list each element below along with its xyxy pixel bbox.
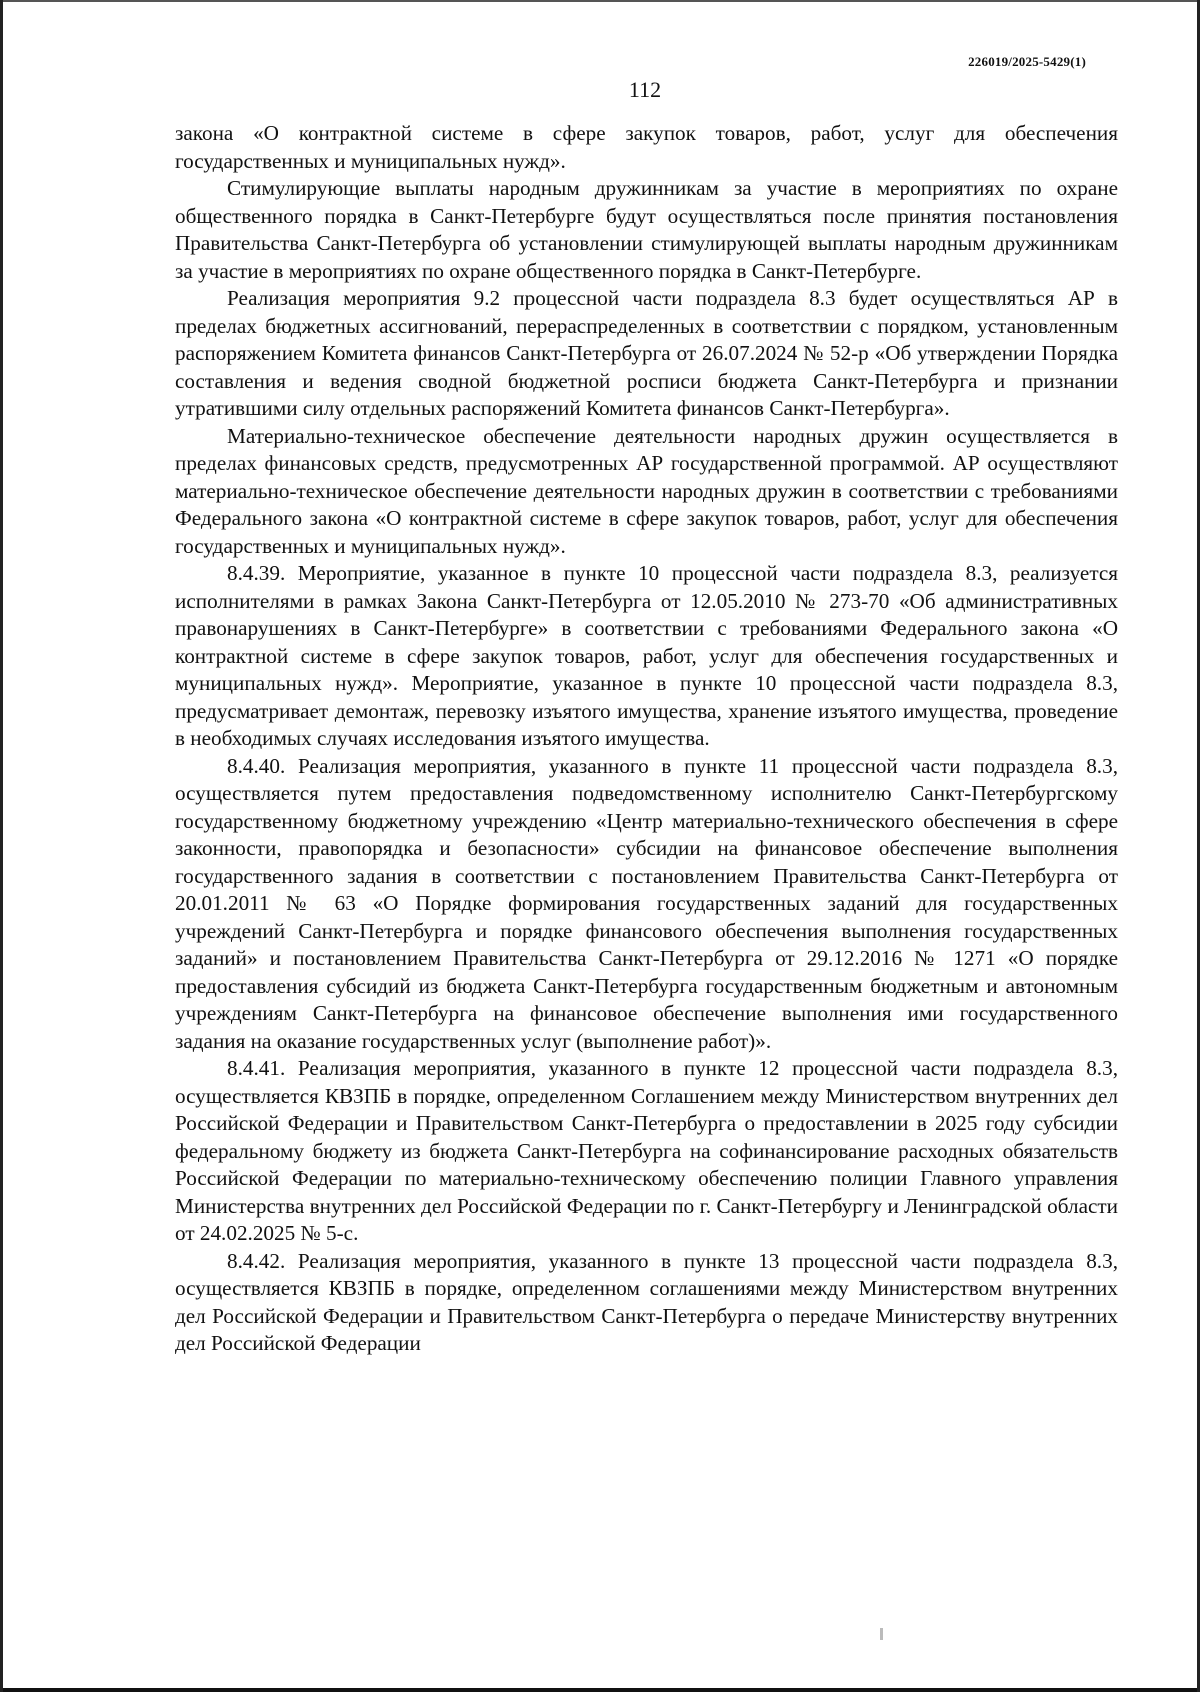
paragraph: Стимулирующие выплаты народным дружинникам за участие в мероприятиях по охране общественного порядка в Санкт-Петербурге будут осуществляться после принятия постановления Правительства Санкт-Петербурга об установлении стимулирующей выплаты народным дружинникам за участие в мероприятиях по охране общественного порядка в Санкт-Петербурге.: [175, 176, 1118, 283]
document-code: 226019/2025-5429(1): [968, 54, 1086, 69]
document-body: [175, 120, 1118, 1358]
paragraph: 8.4.40. Реализация мероприятия, указанного в пункте 11 процессной части подраздела 8.3, осуществляется путем предоставления подведомственному исполнителю Санкт-Петербургскому государственному бюджетному учреждению «Центр материально-технического обеспечения в сфере законности, правопорядка и безопасности» субсидии на финансовое обеспечение выполнения государственного задания в соответствии с постановлением Правительства Санкт-Петербурга от 20.01.2011 № 63 «О Порядке формирования государственных заданий для государственных учреждений Санкт-Петербурга и порядке финансового обеспечения выполнения государственных заданий» и постановлением Правительства Санкт-Петербурга от 29.12.2016 № 1271 «О порядке предоставления субсидий из бюджета Санкт-Петербурга государственным бюджетным и автономным учреждениям Санкт-Петербурга на финансовое обеспечение выполнения ими государственного задания на оказание государственных услуг (выполнение работ)».: [175, 753, 1118, 1053]
scan-edge-left: [0, 0, 3, 1692]
scan-artifact: [880, 1628, 883, 1640]
paragraph: закона «О контрактной системе в сфере закупок товаров, работ, услуг для обеспечения государственных и муниципальных нужд».: [175, 121, 1118, 173]
page-number: 112: [628, 77, 662, 102]
paragraph: 8.4.41. Реализация мероприятия, указанного в пункте 12 процессной части подраздела 8.3, осуществляется КВЗПБ в порядке, определенном Соглашением между Министерством внутренних дел Российской Федерации и Правительством Санкт-Петербурга о предоставлении в 2025 году субсидии федеральному бюджету из бюджета Санкт-Петербурга на софинансирование расходных обязательств Российской Федерации по материально-техническому обеспечению полиции Главного управления Министерства внутренних дел Российской Федерации по г. Санкт-Петербургу и Ленинградской области от 24.02.2025 № 5-с.: [175, 1056, 1118, 1245]
scan-edge-top: [0, 0, 1200, 2]
paragraph: 8.4.39. Мероприятие, указанное в пункте 10 процессной части подраздела 8.3, реализуется исполнителями в рамках Закона Санкт-Петербурга от 12.05.2010 № 273-70 «Об административных правонарушениях в Санкт-Петербурге» в соответствии с требованиями Федерального закона «О контрактной системе в сфере закупок товаров, работ, услуг для обеспечения государственных и муниципальных нужд». Мероприятие, указанное в пункте 10 процессной части подраздела 8.3, предусматривает демонтаж, перевозку изъятого имущества, хранение изъятого имущества, проведение в необходимых случаях исследования изъятого имущества.: [175, 561, 1118, 750]
paragraph: Реализация мероприятия 9.2 процессной части подраздела 8.3 будет осуществляться АР в пределах бюджетных ассигнований, перераспределенных в соответствии с порядком, установленным распоряжением Комитета финансов Санкт-Петербурга от 26.07.2024 № 52-р «Об утверждении Порядка составления и ведения сводной бюджетной росписи бюджета Санкт-Петербурга и признании утратившими силу отдельных распоряжений Комитета финансов Санкт-Петербурга».: [175, 286, 1118, 420]
scan-edge-bottom: [0, 1688, 1200, 1692]
paragraph: 8.4.42. Реализация мероприятия, указанного в пункте 13 процессной части подраздела 8.3, осуществляется КВЗПБ в порядке, определенном соглашениями между Министерством внутренних дел Российской Федерации и Правительством Санкт-Петербурга о передаче Министерству внутренних дел Российской Федерации: [175, 1248, 1118, 1355]
paragraph: Материально-техническое обеспечение деятельности народных дружин осуществляется в пределах финансовых средств, предусмотренных АР государственной программой. АР осуществляют материально-техническое обеспечение деятельности народных дружин в соответствии с требованиями Федерального закона «О контрактной системе в сфере закупок товаров, работ, услуг для обеспечения государственных и муниципальных нужд».: [175, 423, 1118, 558]
